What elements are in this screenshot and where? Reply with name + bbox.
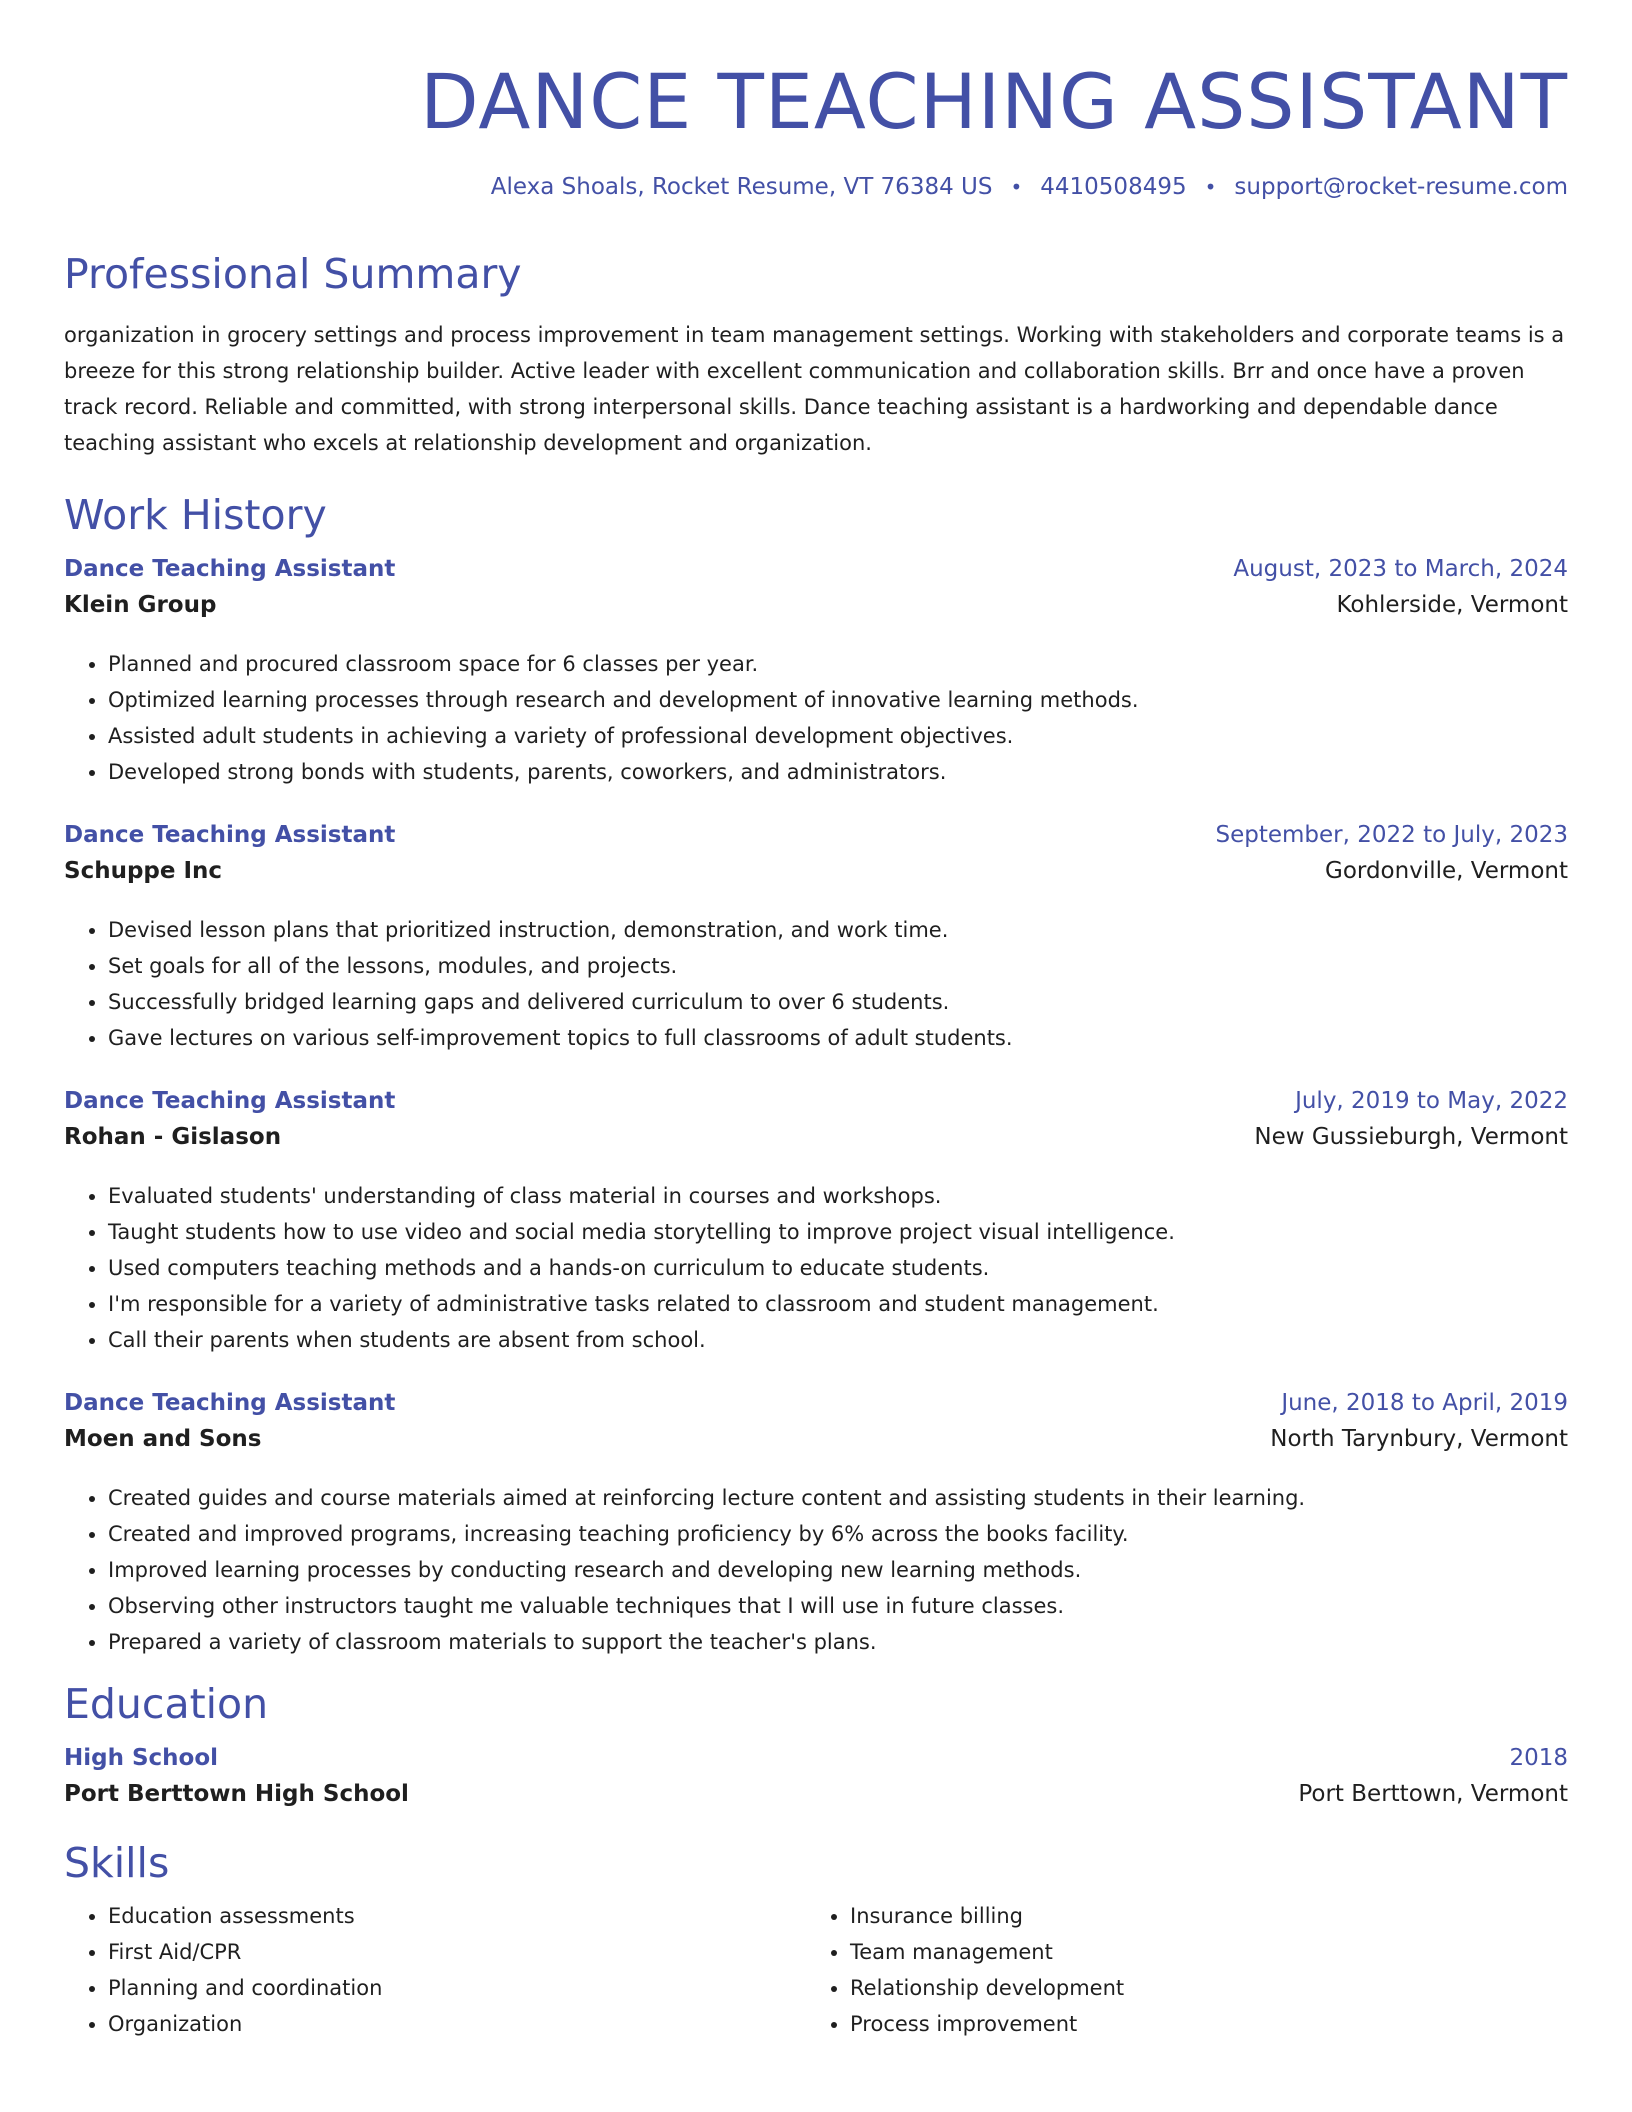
job-location: New Gussieburgh, Vermont [1254,1124,1568,1151]
contact-address: Alexa Shoals, Rocket Resume, VT 76384 US [490,174,993,200]
work-history-heading: Work History [64,491,327,540]
job-bullet: • I'm responsible for a variety of administrative tasks related to classroom and student management. [108,1286,1568,1322]
skills-column-left [64,1898,806,2042]
job-header-row [64,822,1568,858]
job-title: Dance Teaching Assistant [64,556,396,583]
job-entry [64,1088,1568,1358]
job-title: Dance Teaching Assistant [64,822,396,849]
contact-separator: • [1010,175,1023,199]
resume-title: DANCE TEACHING ASSISTANT [420,57,1568,146]
education-entry [64,1745,1568,1821]
resume-header [64,56,1568,200]
job-bullet: • Taught students how to use video and social media storytelling to improve project visual intelligence. [108,1214,1568,1250]
job-bullet: • Set goals for all of the lessons, modules, and projects. [108,948,1568,984]
summary-text: organization in grocery settings and process improvement in team management settings. Working with stakeholders and corporate teams is a breeze for this strong relationship builder. Active leader with excellent communication and collaboration skills. Brr and once have a proven track record. Reliable and committed, with strong interpersonal skills. Dance teaching assistant is a hardworking and dependable dance teaching assistant who excels at relationship development and organization. [64,323,1565,456]
skill-item: • Process improvement [850,2006,1548,2042]
job-bullet: • Call their parents when students are absent from school. [108,1322,1568,1358]
job-company: Klein Group [64,592,217,619]
education-year: 2018 [1509,1745,1568,1772]
job-bullet: • Improved learning processes by conducting research and developing new learning methods. [108,1552,1568,1588]
education-degree: High School [64,1745,219,1772]
job-bullets [64,1178,1568,1358]
job-header-row [64,556,1568,592]
job-company: Rohan - Gislason [64,1124,282,1151]
job-bullet: • Successfully bridged learning gaps and delivered curriculum to over 6 students. [108,984,1568,1020]
job-bullet: • Created and improved programs, increasing teaching proficiency by 6% across the books facility. [108,1516,1568,1552]
job-company-row [64,1124,1568,1164]
contact-phone: 4410508495 [1040,174,1187,200]
education-header-row [64,1745,1568,1781]
job-company-row [64,858,1568,898]
education-school-row [64,1781,1568,1821]
job-bullets [64,1480,1568,1660]
job-title: Dance Teaching Assistant [64,1390,396,1417]
job-location: Kohlerside, Vermont [1336,592,1568,619]
job-bullets [64,912,1568,1056]
skills-list [806,1898,1548,2042]
work-history-list [64,556,1568,1660]
job-bullet: • Used computers teaching methods and a hands-on curriculum to educate students. [108,1250,1568,1286]
job-company-row [64,1426,1568,1466]
contact-line [64,174,1568,200]
skill-item: • Planning and coordination [108,1970,806,2006]
job-company: Schuppe Inc [64,858,223,885]
education-heading: Education [64,1680,269,1729]
job-bullet: • Prepared a variety of classroom materials to support the teacher's plans. [108,1624,1568,1660]
skill-item: • Relationship development [850,1970,1548,2006]
job-bullet: • Gave lectures on various self-improvement topics to full classrooms of adult students. [108,1020,1568,1056]
skill-item: • Organization [108,2006,806,2042]
job-header-row [64,1088,1568,1124]
job-header-row [64,1390,1568,1426]
summary-heading: Professional Summary [64,250,522,298]
job-bullet: • Assisted adult students in achieving a variety of professional development objectives. [108,718,1568,754]
job-entry [64,1390,1568,1660]
skills-heading: Skills [64,1839,170,1888]
skill-item: • Education assessments [108,1898,806,1934]
job-bullet: • Created guides and course materials aimed at reinforcing lecture content and assisting students in their learning. [108,1480,1568,1516]
job-bullets [64,646,1568,790]
job-location: North Tarynbury, Vermont [1270,1426,1568,1453]
skills-column-right [806,1898,1548,2042]
job-location: Gordonville, Vermont [1325,858,1568,885]
job-bullet: • Optimized learning processes through research and development of innovative learning methods. [108,682,1568,718]
skill-item: • Insurance billing [850,1898,1548,1934]
job-entry [64,822,1568,1056]
contact-separator: • [1204,175,1217,199]
job-dates: September, 2022 to July, 2023 [1215,822,1568,849]
job-bullet: • Devised lesson plans that prioritized instruction, demonstration, and work time. [108,912,1568,948]
skills-grid [64,1898,1568,2042]
job-dates: June, 2018 to April, 2019 [1281,1390,1568,1417]
job-title: Dance Teaching Assistant [64,1088,396,1115]
job-bullet: • Observing other instructors taught me valuable techniques that I will use in future classes. [108,1588,1568,1624]
job-company-row [64,592,1568,632]
job-dates: July, 2019 to May, 2022 [1295,1088,1568,1115]
job-entry [64,556,1568,790]
skill-item: • Team management [850,1934,1548,1970]
education-location: Port Berttown, Vermont [1298,1781,1568,1808]
skill-item: • First Aid/CPR [108,1934,806,1970]
job-dates: August, 2023 to March, 2024 [1233,556,1568,583]
job-company: Moen and Sons [64,1426,262,1453]
job-bullet: • Developed strong bonds with students, parents, coworkers, and administrators. [108,754,1568,790]
job-bullet: • Planned and procured classroom space for 6 classes per year. [108,646,1568,682]
education-school: Port Berttown High School [64,1781,409,1808]
contact-email: support@rocket-resume.com [1234,174,1568,200]
job-bullet: • Evaluated students' understanding of class material in courses and workshops. [108,1178,1568,1214]
skills-list [64,1898,806,2042]
